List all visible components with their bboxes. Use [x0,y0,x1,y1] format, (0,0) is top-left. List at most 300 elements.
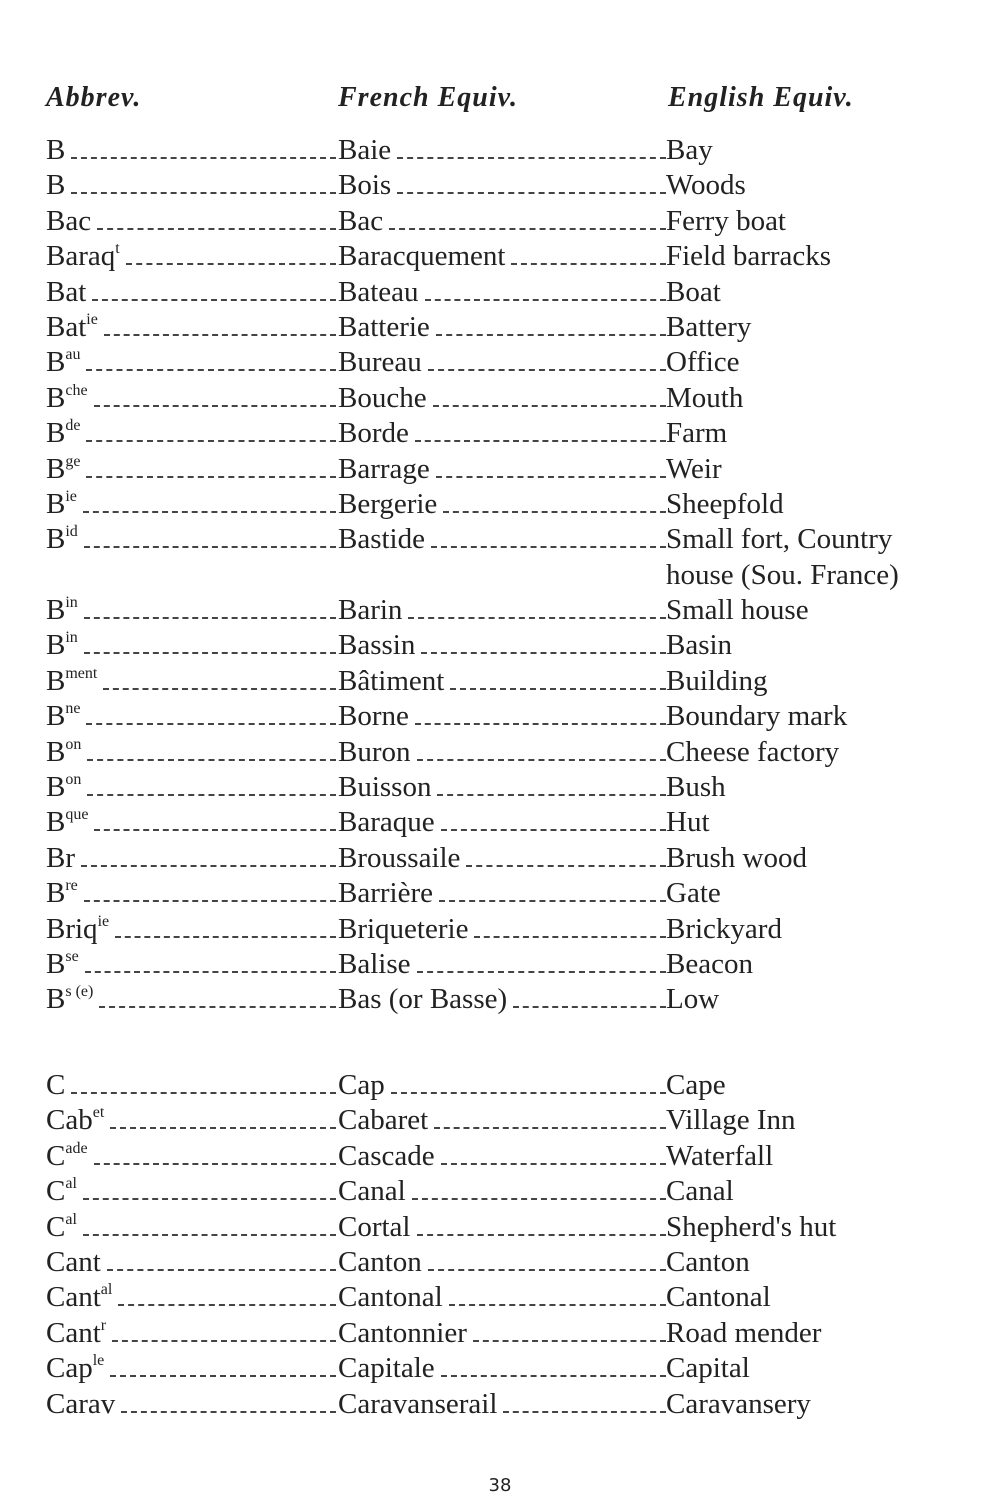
english-text: Basin [666,629,733,662]
leader-dashes [417,971,667,973]
leader-dashes [425,299,666,301]
leader-dashes [81,865,336,867]
english-cell [666,416,966,451]
french-cell [338,239,668,274]
abbrev-cell [46,912,338,947]
french-cell [338,1103,668,1138]
abbrev-cell [46,275,338,310]
abbrev-superscript: ie [86,310,98,328]
header-abbrev: Abbrev. [46,82,142,113]
page-number: 38 [488,1475,512,1496]
list-item [0,912,1000,947]
leader-dashes [121,1411,336,1413]
french-cell [338,1387,668,1422]
english-cell [666,1245,966,1280]
leader-dashes [86,476,336,478]
french-cell [338,416,668,451]
french-cell [338,699,668,734]
abbrev-superscript: ne [65,700,81,718]
french-text: Balise [338,948,411,980]
list-item [0,1103,1000,1138]
english-text: Cheese factory [666,735,840,768]
section-b-list [0,133,1000,1018]
french-cell [338,487,668,522]
leader-dashes [83,1234,336,1236]
abbrev-cell [46,947,338,982]
french-cell [338,452,668,487]
abbrev-text: $B^{on}$ [46,771,82,804]
french-cell [338,628,668,663]
english-cell [666,593,966,628]
french-text: Barin [338,594,403,627]
english-cell [666,275,966,310]
french-cell [338,310,668,345]
abbrev-cell [46,487,338,522]
leader-dashes [417,1234,667,1236]
abbrev-cell [46,593,338,628]
leader-dashes [391,1092,666,1094]
french-cell [338,735,668,770]
english-text: Hut [666,806,710,839]
leader-dashes [126,263,336,265]
english-cell [666,912,966,947]
leader-dashes [389,228,666,230]
abbrev-text: Cant$^r$ [46,1316,107,1349]
english-cell [666,381,966,416]
french-cell [338,1280,668,1315]
leader-dashes [436,476,666,478]
list-item [0,1139,1000,1174]
leader-dashes [84,546,336,548]
english-text: Small fort, Country house (Sou. France) [666,523,899,591]
french-cell [338,204,668,239]
abbrev-superscript: in [65,594,78,612]
french-cell [338,876,668,911]
french-text: Cap [338,1069,385,1101]
english-cell [666,1068,966,1103]
english-text: Building [666,664,768,697]
abbrev-text: $B^{ie}$ [46,487,77,520]
leader-dashes [415,440,666,442]
leader-dashes [397,192,666,194]
list-item [0,876,1000,911]
leader-dashes [103,688,336,690]
french-text: Buron [338,735,411,768]
abbrev-superscript: de [65,417,81,435]
french-cell [338,1245,668,1280]
list-item [0,1245,1000,1280]
leader-dashes [71,192,336,194]
abbrev-superscript: t [115,240,120,258]
abbrev-superscript: al [65,1210,77,1228]
english-cell [666,1351,966,1386]
abbrev-text: Br [46,841,75,874]
english-cell [666,168,966,203]
abbrev-cell [46,1103,338,1138]
leader-dashes [397,157,666,159]
english-text: Small house [666,594,809,627]
french-text: Bois [338,169,392,202]
leader-dashes [107,1269,336,1271]
abbrev-cell [46,628,338,663]
english-text: Boat [666,275,721,308]
abbrev-text: Baraq$^t$ [46,240,120,273]
english-cell [666,239,966,274]
french-cell [338,593,668,628]
french-cell [338,664,668,699]
leader-dashes [97,228,336,230]
header-french: French Equiv. [338,82,518,113]
english-cell [666,735,966,770]
english-cell [666,1139,966,1174]
english-text: Shepherd's hut [666,1210,837,1243]
abbrev-text: $B^{de}$ [46,417,81,450]
english-text: Low [666,983,720,1016]
english-cell [666,770,966,805]
english-text: Cape [666,1069,726,1101]
abbrev-text: $C^{ade}$ [46,1139,88,1172]
abbrev-superscript: al [100,1281,113,1299]
french-cell [338,1174,668,1209]
french-text: Baracquement [338,240,506,273]
french-text: Bureau [338,346,422,379]
french-text: Briqueterie [338,912,469,945]
english-cell [666,1316,966,1351]
leader-dashes [441,1375,666,1377]
leader-dashes [112,1340,336,1342]
abbrev-cell [46,345,338,380]
french-text: Bateau [338,275,419,308]
abbrev-superscript: ment [65,664,98,682]
list-item [0,699,1000,734]
header-english: English Equiv. [668,82,854,113]
leader-dashes [84,900,336,902]
english-cell [666,1280,966,1315]
list-item [0,841,1000,876]
english-text: Waterfall [666,1139,774,1172]
abbrev-superscript: on [65,735,82,753]
english-text: Field barracks [666,240,832,273]
english-text: Sheepfold [666,487,784,520]
abbrev-superscript: ie [65,487,77,505]
abbrev-cell [46,239,338,274]
english-text: Road mender [666,1316,822,1349]
abbrev-text: $B^{s (e)}$ [46,983,94,1016]
list-item [0,1316,1000,1351]
french-text: Cortal [338,1210,411,1243]
french-text: Batterie [338,310,430,343]
french-text: Bâtiment [338,664,445,697]
french-text: Bassin [338,629,416,662]
french-cell [338,841,668,876]
abbrev-superscript: id [65,523,78,541]
leader-dashes [441,829,666,831]
abbrev-superscript: al [65,1175,77,1193]
abbrev-text: Carav [46,1387,116,1420]
abbrev-cell [46,699,338,734]
english-cell [666,522,966,593]
abbrev-text: B [46,134,66,166]
english-text: Brush wood [666,841,807,874]
abbrev-cell [46,522,338,557]
english-cell [666,345,966,380]
abbrev-cell [46,1387,338,1422]
english-cell [666,628,966,663]
french-text: Bergerie [338,487,438,520]
list-item [0,1280,1000,1315]
list-item [0,239,1000,274]
abbrev-text: Cant [46,1245,101,1278]
french-text: Buisson [338,771,432,804]
list-item [0,204,1000,239]
leader-dashes [434,1127,666,1129]
abbrev-cell [46,1351,338,1386]
english-text: Weir [666,452,722,485]
abbrev-superscript: ge [65,452,81,470]
abbrev-superscript: que [65,806,89,824]
english-cell [666,841,966,876]
english-text: Brickyard [666,912,782,945]
french-cell [338,805,668,840]
english-text: Boundary mark [666,700,848,733]
leader-dashes [415,723,666,725]
list-item [0,168,1000,203]
list-item [0,133,1000,168]
abbrev-cell [46,841,338,876]
abbrev-text: B [46,169,66,202]
french-cell [338,345,668,380]
abbrev-text: Bat$^{ie}$ [46,310,98,343]
english-cell [666,452,966,487]
abbrev-cell [46,770,338,805]
abbrev-cell [46,876,338,911]
french-cell [338,168,668,203]
list-item [0,982,1000,1017]
french-cell [338,982,668,1017]
abbrev-text: $B^{in}$ [46,629,78,662]
abbrev-superscript: r [100,1316,107,1334]
abbrev-text: $B^{on}$ [46,735,82,768]
list-item [0,735,1000,770]
abbrev-text: $C^{al}$ [46,1210,77,1243]
list-item [0,1387,1000,1422]
list-item [0,1210,1000,1245]
french-cell [338,912,668,947]
abbrev-cell [46,805,338,840]
french-text: Borde [338,417,409,450]
english-text: Bay [666,134,713,166]
abbrev-superscript: che [65,381,88,399]
french-text: Canal [338,1175,406,1208]
abbrev-superscript: re [65,877,78,895]
french-text: Cantonnier [338,1316,467,1349]
abbrev-cell [46,1316,338,1351]
abbrev-superscript: se [65,948,79,965]
abbrev-text: $B^{ment}$ [46,664,98,697]
list-item [0,947,1000,982]
english-cell [666,1210,966,1245]
abbrev-text: Bac [46,204,92,237]
english-text: Caravansery [666,1387,811,1420]
list-item [0,805,1000,840]
leader-dashes [86,723,336,725]
french-cell [338,770,668,805]
abbrev-text: C [46,1069,66,1101]
leader-dashes [84,652,336,654]
list-item [0,487,1000,522]
abbrev-cell [46,452,338,487]
list-item [0,664,1000,699]
list-item [0,310,1000,345]
leader-dashes [87,794,336,796]
leader-dashes [110,1375,336,1377]
french-text: Bastide [338,523,425,556]
abbrev-text: $B^{se}$ [46,948,79,980]
abbrev-cell [46,1280,338,1315]
list-item [0,1351,1000,1386]
leader-dashes [431,546,666,548]
leader-dashes [412,1198,666,1200]
leader-dashes [94,405,336,407]
french-text: Broussaile [338,841,461,874]
english-cell [666,805,966,840]
french-text: Bouche [338,381,427,414]
abbrev-text: Bat [46,275,87,308]
english-text: Farm [666,417,728,450]
leader-dashes [428,369,666,371]
french-text: Cabaret [338,1104,429,1137]
leader-dashes [417,759,667,761]
leader-dashes [83,1198,336,1200]
english-cell [666,487,966,522]
french-cell [338,522,668,557]
abbrev-cell [46,310,338,345]
list-item [0,1068,1000,1103]
leader-dashes [439,900,666,902]
leader-dashes [408,617,666,619]
french-cell [338,1351,668,1386]
list-item [0,275,1000,310]
abbrev-text: $B^{ge}$ [46,452,81,485]
french-text: Barrage [338,452,430,485]
leader-dashes [449,1304,666,1306]
english-cell [666,1103,966,1138]
abbrev-cell [46,168,338,203]
english-text: Gate [666,877,721,910]
abbrev-cell [46,416,338,451]
english-cell [666,664,966,699]
leader-dashes [71,157,336,159]
abbrev-cell [46,1139,338,1174]
leader-dashes [443,511,666,513]
leader-dashes [84,617,336,619]
english-cell [666,876,966,911]
french-text: Caravanserail [338,1387,498,1420]
english-text: Capital [666,1352,750,1385]
abbrev-superscript: in [65,629,78,647]
leader-dashes [511,263,666,265]
leader-dashes [92,299,336,301]
english-cell [666,133,966,168]
leader-dashes [94,829,336,831]
leader-dashes [86,440,336,442]
english-text: Canal [666,1175,734,1208]
leader-dashes [87,759,336,761]
leader-dashes [104,334,336,336]
abbrev-cell [46,982,338,1017]
abbrev-text: Cant$^{al}$ [46,1281,113,1314]
list-item [0,1174,1000,1209]
english-text: Canton [666,1245,750,1278]
abbrev-text: $C^{al}$ [46,1175,77,1208]
leader-dashes [421,652,666,654]
english-text: Office [666,346,740,379]
abbrev-text: Cap$^{le}$ [46,1352,105,1385]
abbrev-superscript: et [92,1104,105,1122]
leader-dashes [466,865,666,867]
french-text: Cascade [338,1139,435,1172]
english-cell [666,947,966,982]
abbrev-text: Cab$^{et}$ [46,1104,105,1137]
leader-dashes [71,1092,336,1094]
english-text: Woods [666,169,746,202]
english-cell [666,1174,966,1209]
french-cell [338,947,668,982]
abbrev-text: $B^{che}$ [46,381,88,414]
french-text: Barrière [338,877,433,910]
leader-dashes [441,1163,666,1165]
abbrev-cell [46,735,338,770]
abbrev-cell [46,204,338,239]
list-item [0,593,1000,628]
leader-dashes [437,794,666,796]
leader-dashes [115,936,336,938]
french-text: Baraque [338,806,435,839]
leader-dashes [428,1269,666,1271]
leader-dashes [503,1411,666,1413]
abbrev-text: $B^{que}$ [46,806,89,839]
list-item [0,770,1000,805]
leader-dashes [450,688,666,690]
abbrev-superscript: on [65,771,82,789]
english-text: Ferry boat [666,204,786,237]
leader-dashes [474,936,666,938]
leader-dashes [436,334,666,336]
french-cell [338,1068,668,1103]
abbrev-cell [46,1210,338,1245]
abbrev-cell [46,664,338,699]
french-text: Capitale [338,1352,435,1385]
leader-dashes [83,511,336,513]
french-text: Borne [338,700,409,733]
abbrev-cell [46,1068,338,1103]
leader-dashes [433,405,666,407]
leader-dashes [99,1006,336,1008]
english-cell [666,204,966,239]
french-text: Bac [338,204,384,237]
abbrev-text: $B^{ne}$ [46,700,81,733]
abbrev-text: Briq$^{ie}$ [46,912,110,945]
french-text: Baie [338,134,392,166]
leader-dashes [110,1127,336,1129]
leader-dashes [118,1304,336,1306]
abbrev-superscript: s (e) [65,983,94,1001]
leader-dashes [86,369,336,371]
english-text: Battery [666,310,752,343]
leader-dashes [513,1006,666,1008]
abbrev-text: $B^{au}$ [46,346,81,379]
section-c-list [0,1068,1000,1422]
